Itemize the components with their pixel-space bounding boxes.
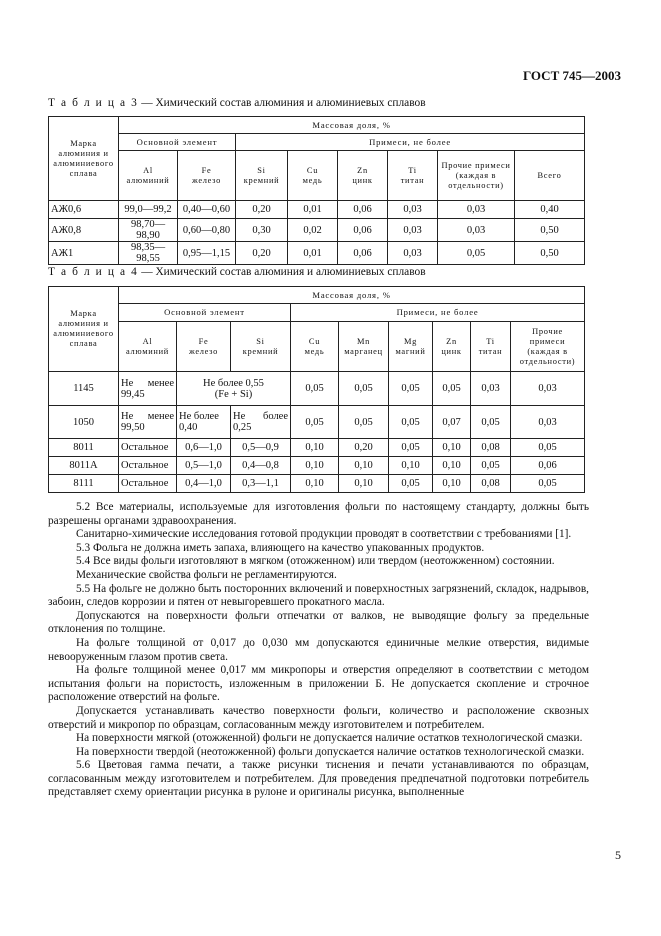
table-cell: 0,05 — [339, 406, 389, 439]
table4-col-zn: Zn цинк — [433, 322, 471, 372]
table4-header-grade: Марка алюминия и алюминиевого сплава — [49, 287, 119, 372]
table-cell: 0,05 — [389, 372, 433, 406]
table3-header-main-element: Основной элемент — [119, 134, 236, 151]
table-cell: 0,03 — [388, 242, 438, 265]
table-row — [49, 475, 585, 493]
table-cell: 0,06 — [338, 201, 388, 219]
table3-col-total: Всего — [515, 151, 585, 201]
table-cell: 0,10 — [339, 475, 389, 493]
table4-col-fe: Fe железо — [177, 322, 231, 372]
table4-col-other: Прочие примеси (каждая в отдельности) — [511, 322, 585, 372]
table-cell: 0,05 — [389, 439, 433, 457]
table-cell: 0,08 — [471, 475, 511, 493]
table-cell: 0,08 — [471, 439, 511, 457]
table-row — [49, 372, 585, 406]
table-cell: 0,03 — [388, 201, 438, 219]
table-cell: Не более 0,55 (Fe + Si) — [177, 372, 291, 406]
paragraph: 5.2 Все материалы, используемые для изготовления фольги по настоящему стандарту, должны быть разрешены органами здравоохранения. — [48, 501, 589, 527]
table-cell: 0,10 — [291, 457, 339, 475]
table-cell: Не менее 99,45 — [119, 372, 177, 406]
table3-col-ti: Ti титан — [388, 151, 438, 201]
table4-caption-text: — Химический состав алюминия и алюминиевых сплавов — [138, 266, 426, 278]
table4-caption — [48, 266, 426, 278]
paragraph: 5.5 На фольге не должно быть посторонних включений и поверхностных загрязнений, складок, надрывов, забоин, следов коррозии и пятен от невыгоревшего прокатного масла. — [48, 582, 589, 609]
table-cell: 0,03 — [438, 219, 515, 242]
table-cell: 0,05 — [511, 439, 585, 457]
table-cell: Не менее 99,50 — [119, 406, 177, 439]
table3-caption — [48, 97, 426, 109]
paragraph: На фольге толщиной менее 0,017 мм микропоры и отверстия определяют в соответствии с методом испытания фольги на пористость, изложенным в приложении Б. Не допускается скопление и строчное расположение отверстий на фольге. — [48, 664, 589, 704]
table-cell: 0,05 — [291, 372, 339, 406]
table-cell: Не более 0,40 — [177, 406, 231, 439]
table-cell: 0,05 — [471, 406, 511, 439]
table-cell: 0,10 — [291, 439, 339, 457]
table-cell: 0,20 — [236, 242, 288, 265]
table4-col-si: Si кремний — [231, 322, 291, 372]
table-row — [49, 406, 585, 439]
table3-col-al: Al алюминий — [119, 151, 178, 201]
table3-caption-prefix: Т а б л и ц а 3 — [48, 97, 139, 109]
table-row — [49, 457, 585, 475]
table-cell: 0,30 — [236, 219, 288, 242]
table-cell: 8011A — [49, 457, 119, 475]
table-cell: АЖ0,8 — [49, 219, 119, 242]
table-cell: Остальное — [119, 439, 177, 457]
table3-header-impurities: Примеси, не более — [236, 134, 585, 151]
table-cell: 0,06 — [511, 457, 585, 475]
table-cell: 0,05 — [389, 475, 433, 493]
table-cell: Остальное — [119, 457, 177, 475]
table-cell: 0,05 — [433, 372, 471, 406]
table-cell: 0,05 — [511, 475, 585, 493]
table-cell: 0,03 — [511, 406, 585, 439]
table-cell: 8011 — [49, 439, 119, 457]
table3-header-grade: Марка алюминия и алюминиевого сплава — [49, 117, 119, 201]
table-row — [49, 242, 585, 265]
table-cell: 0,02 — [288, 219, 338, 242]
table-cell: 0,05 — [339, 372, 389, 406]
table4-col-ti: Ti титан — [471, 322, 511, 372]
table4-col-mg: Mg магний — [389, 322, 433, 372]
body-text — [48, 501, 589, 800]
table-cell: 0,06 — [338, 219, 388, 242]
table-cell: 0,20 — [236, 201, 288, 219]
table3-col-fe: Fe железо — [178, 151, 236, 201]
table-cell: 0,01 — [288, 201, 338, 219]
table-cell: 0,40 — [515, 201, 585, 219]
table3-col-other: Прочие примеси (каждая в отдельности) — [438, 151, 515, 201]
table-cell: 0,10 — [433, 475, 471, 493]
table4-caption-prefix: Т а б л и ц а 4 — [48, 266, 139, 278]
table-row — [49, 219, 585, 242]
table4-header-impurities: Примеси, не более — [291, 304, 585, 322]
paragraph: Допускаются на поверхности фольги отпечатки от валков, не выводящие фольгу за предельные отклонения по толщине. — [48, 609, 589, 636]
table-cell: Остальное — [119, 475, 177, 493]
paragraph: 5.4 Все виды фольги изготовляют в мягком (отожженном) или твердом (неотожженном) состоянии. — [76, 555, 555, 568]
table-cell: 0,03 — [388, 219, 438, 242]
table-cell: 0,10 — [389, 457, 433, 475]
table-cell: Не более 0,25 — [231, 406, 291, 439]
paragraph: 5.3 Фольга не должна иметь запаха, влияющего на качество упакованных продуктов. — [76, 541, 485, 554]
table-cell: 1145 — [49, 372, 119, 406]
table-cell: 0,06 — [338, 242, 388, 265]
table-cell: 0,10 — [433, 457, 471, 475]
table-cell: 0,03 — [438, 201, 515, 219]
table4 — [48, 286, 585, 493]
table-cell: 0,60—0,80 — [178, 219, 236, 242]
table-cell: 0,05 — [438, 242, 515, 265]
table-row — [49, 201, 585, 219]
table-cell: 0,10 — [291, 475, 339, 493]
table-cell: 1050 — [49, 406, 119, 439]
table-cell: 0,10 — [433, 439, 471, 457]
table3-header-mass-fraction: Массовая доля, % — [119, 117, 585, 134]
table4-col-cu: Cu медь — [291, 322, 339, 372]
document-code: ГОСТ 745—2003 — [522, 68, 621, 83]
table-cell: 0,40—0,60 — [178, 201, 236, 219]
table4-col-mn: Mn марганец — [339, 322, 389, 372]
table-cell: 0,5—0,9 — [231, 439, 291, 457]
table-cell: 0,03 — [471, 372, 511, 406]
table4-col-al: Al алюминий — [119, 322, 177, 372]
table-cell: 98,35—98,55 — [119, 242, 178, 265]
paragraph: На фольге толщиной от 0,017 до 0,030 мм допускаются единичные мелкие отверстия, видимые невооруженным глазом против света. — [48, 636, 589, 663]
table-cell: 0,20 — [339, 439, 389, 457]
paragraph: 5.6 Цветовая гамма печати, а также рисунки тиснения и печати устанавливаются по образцам, согласованным между изготовителем и потребителем. Для проведения предпечатной подготовки потребитель представляет схему ориентации рисунка в рулоне и оригиналы рисунка, выполненные — [48, 759, 589, 799]
table3-col-zn: Zn цинк — [338, 151, 388, 201]
table-cell: 0,6—1,0 — [177, 439, 231, 457]
table-cell: 8111 — [49, 475, 119, 493]
paragraph: На поверхности мягкой (отожженной) фольги не допускается наличие остатков технологической смазки. — [76, 732, 583, 745]
paragraph: Санитарно-химические исследования готовой продукции проводят в соответствии с требованиями [1]. — [76, 528, 572, 541]
table-cell: 0,3—1,1 — [231, 475, 291, 493]
table-cell: 99,0—99,2 — [119, 201, 178, 219]
table-cell: 0,10 — [339, 457, 389, 475]
table-cell: 0,50 — [515, 242, 585, 265]
table3 — [48, 116, 585, 265]
table-cell: 0,4—0,8 — [231, 457, 291, 475]
table-cell: 0,05 — [471, 457, 511, 475]
table-row — [49, 439, 585, 457]
table4-header-main-element: Основной элемент — [119, 304, 291, 322]
table-cell: 0,95—1,15 — [178, 242, 236, 265]
table-cell: 0,50 — [515, 219, 585, 242]
table-cell: 0,4—1,0 — [177, 475, 231, 493]
paragraph: Механические свойства фольги не регламентируются. — [76, 568, 337, 581]
table-cell: 0,01 — [288, 242, 338, 265]
paragraph: На поверхности твердой (неотожженной) фольги допускается наличие остатков технологической смазки. — [76, 745, 585, 758]
paragraph: Допускается устанавливать качество поверхности фольги, количество и расположение сквозных отверстий и микропор по образцам, согласованным между изготовителем и потребителем. — [48, 704, 589, 731]
table-cell: 0,05 — [291, 406, 339, 439]
table-cell: 0,07 — [433, 406, 471, 439]
table3-caption-text: — Химический состав алюминия и алюминиевых сплавов — [138, 97, 426, 109]
table-cell: 98,70—98,90 — [119, 219, 178, 242]
table-cell: 0,05 — [389, 406, 433, 439]
table-cell: 0,5—1,0 — [177, 457, 231, 475]
table4-header-mass-fraction: Массовая доля, % — [119, 287, 585, 304]
page-number: 5 — [615, 848, 621, 862]
table-cell: АЖ1 — [49, 242, 119, 265]
table-cell: 0,03 — [511, 372, 585, 406]
table-cell: АЖ0,6 — [49, 201, 119, 219]
table3-col-cu: Cu медь — [288, 151, 338, 201]
table3-col-si: Si кремний — [236, 151, 288, 201]
